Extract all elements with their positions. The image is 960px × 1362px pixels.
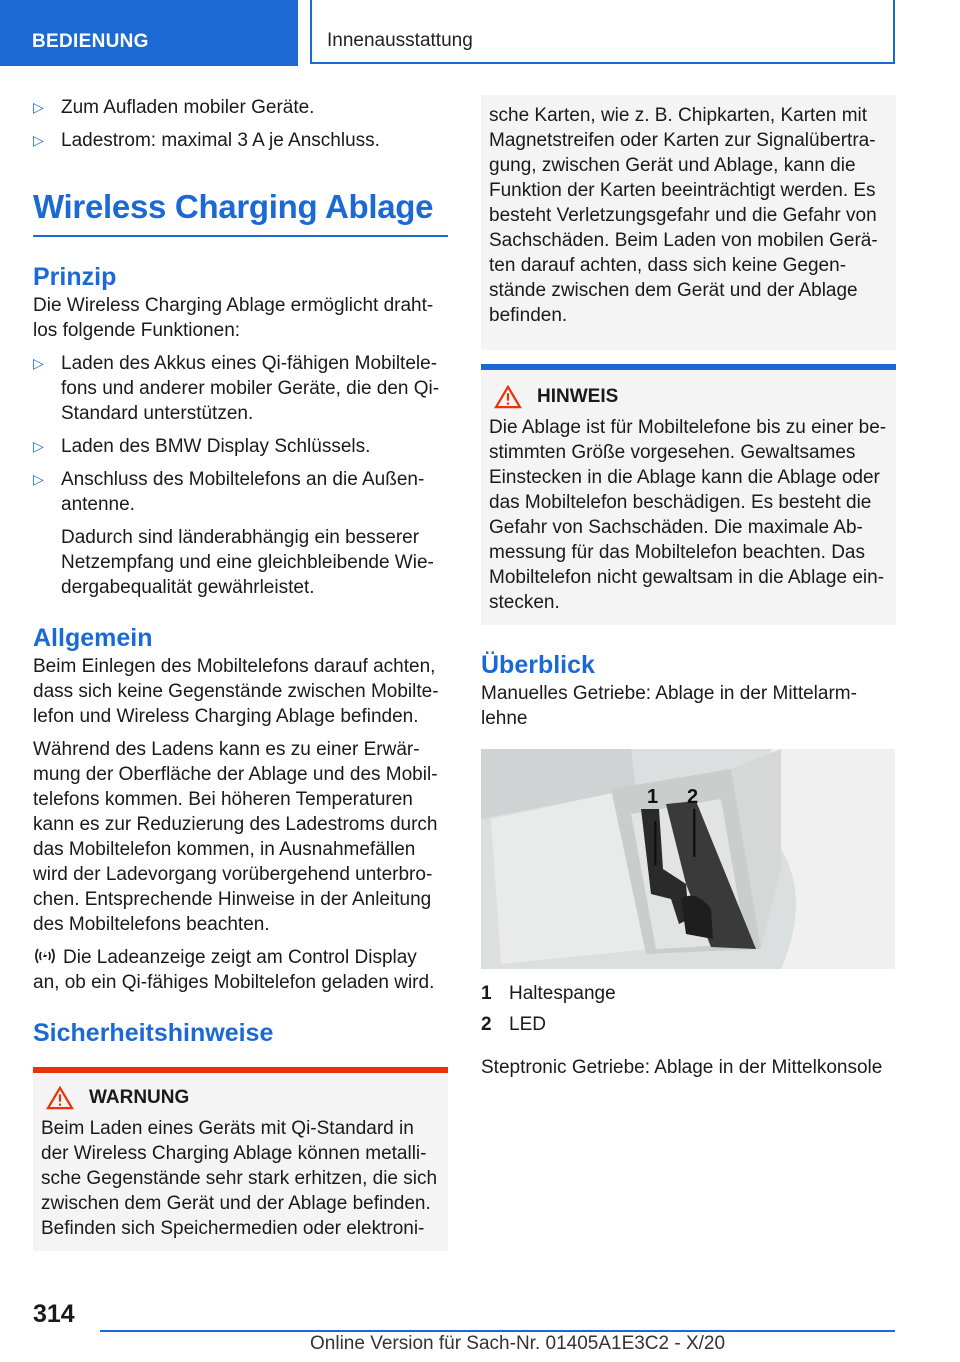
bullet-triangle-icon: ▷ [33, 99, 44, 115]
legend-item: 2 LED [481, 1014, 546, 1035]
warning-box [33, 1073, 448, 1251]
paragraph: Die Wireless Charging Ablage ermöglicht drahtlos folgende Funktionen: [33, 295, 434, 341]
section-title: BEDIENUNG [32, 31, 149, 52]
heading-allgemein: Allgemein [33, 624, 153, 652]
hint-icon [493, 385, 523, 409]
hint-box [481, 370, 896, 625]
image-callout-2: 2 [687, 786, 699, 808]
paragraph: Beim Einlegen des Mobiltelefons darauf achten, dass sich keine Gegenstände zwischen Mobiltelefon und Wireless Charging Ablage befinden. [33, 656, 439, 727]
paragraph: Während des Ladens kann es zu einer Erwärmung der Oberfläche der Ablage und des Mobiltelefons kommen. Bei höheren Temperaturen kann es zur Reduzierung des Ladestroms durch das Mobiltelefon kommen, in Ausnahmefällen wird der Ladevorgang vorübergehend unterbrochen. Entsprechende Hinweise in der Anleitung des Mobiltelefons beachten. [33, 739, 438, 935]
page-number: 314 [33, 1300, 75, 1328]
list-item: ▷ Ladestrom: maximal 3 A je Anschluss. [33, 130, 380, 151]
heading-prinzip: Prinzip [33, 263, 117, 291]
section-tab [0, 0, 298, 66]
heading-sicherheit: Sicherheitshinweise [33, 1019, 274, 1047]
heading-ueberblick: Überblick [481, 651, 595, 679]
paragraph: Manuelles Getriebe: Ablage in der Mittelarmlehne [481, 683, 857, 729]
left-column [33, 95, 448, 1251]
footer-divider [100, 1330, 895, 1332]
hint-text: Die Ablage ist für Mobiltelefone bis zu einer bestimmten Größe vorgesehen. Gewaltsames Einstecken in die Ablage kann die Ablage oder das Mobiltelefon beschädigen. Es besteht die Gefahr von Sachschäden. Die maximale Abmessung für das Mobiltelefon beachten. Das Mobiltelefon nicht gewaltsam in die Ablage einstecken. [489, 417, 887, 613]
chapter-header [310, 0, 895, 64]
chapter-title: Innenausstattung [327, 30, 473, 51]
bullet-triangle-icon: ▷ [33, 355, 44, 371]
bullet-triangle-icon: ▷ [33, 471, 44, 487]
legend-item: 1 Haltespange [481, 983, 616, 1004]
paragraph: Die Ladeanzeige zeigt am Control Display an, ob ein Qi-fähiges Mobiltelefon geladen wird. [33, 947, 435, 993]
image-callout-1: 1 [647, 786, 659, 808]
warning-text: Beim Laden eines Geräts mit Qi-Standard in der Wireless Charging Ablage können metallische Gegenstände sehr stark erhitzen, die sich zwischen dem Gerät und der Ablage befinden. Befinden sich Speichermedien oder elektroni- [41, 1118, 438, 1239]
warning-box-continued [481, 95, 896, 350]
wireless-charging-icon [33, 946, 57, 966]
bullet-triangle-icon: ▷ [33, 438, 44, 454]
indented-paragraph: Dadurch sind länderabhängig ein besserer Netzempfang und eine gleichbleibende Wiedergabequalität gewährleistet. [61, 527, 434, 598]
paragraph: Steptronic Getriebe: Ablage in der Mittelkonsole [481, 1057, 883, 1078]
warning-icon [45, 1086, 75, 1110]
warning-title: WARNUNG [89, 1087, 190, 1108]
right-column [481, 95, 896, 1088]
list-item: ▷ Anschluss des Mobiltelefons an die Außenantenne. [33, 469, 425, 515]
armrest-storage-photo [481, 749, 895, 969]
list-item: ▷ Zum Aufladen mobiler Geräte. [33, 97, 315, 118]
list-item: ▷ Laden des Akkus eines Qi-fähigen Mobiltelefons und anderer mobiler Geräte, die den Qi-Standard unterstützen. [33, 353, 440, 424]
footer-text: Online Version für Sach-Nr. 01405A1E3C2 - X/20 [310, 1333, 726, 1354]
list-item: ▷ Laden des BMW Display Schlüssels. [33, 436, 371, 457]
warning-text: sche Karten, wie z. B. Chipkarten, Karten mit Magnetstreifen oder Karten zur Signalübertragung, zwischen Gerät und Ablage, kann die Funktion der Karten beeinträchtigt werden. Es besteht Verletzungsgefahr und die Gefahr von Sachschäden. Beim Laden von mobilen Geräten darauf achten, dass sich keine Gegenstände zwischen dem Gerät und der Ablage befinden. [489, 105, 878, 326]
hint-title: HINWEIS [537, 386, 619, 407]
bullet-triangle-icon: ▷ [33, 132, 44, 148]
page-title: Wireless Charging Ablage [33, 187, 448, 237]
